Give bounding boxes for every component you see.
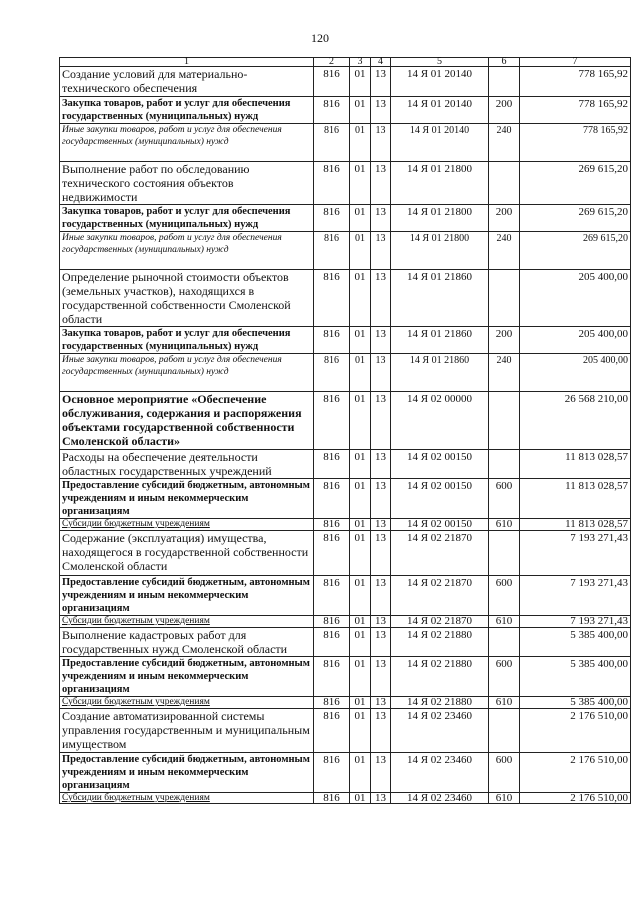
- expense-item-name: Предоставление субсидий бюджетным, автономным учреждениям и иным некоммерческим организациям: [60, 657, 314, 697]
- expense-item-name: Закупка товаров, работ и услуг для обеспечения государственных (муниципальных) нужд: [60, 97, 314, 124]
- amount-value: 778 165,92: [520, 67, 631, 97]
- section-code: 01: [350, 392, 371, 450]
- ministry-code: 816: [314, 519, 350, 531]
- expense-item-name: Закупка товаров, работ и услуг для обеспечения государственных (муниципальных) нужд: [60, 205, 314, 232]
- expense-item-name: Создание автоматизированной системы управления государственным и муниципальным имуществом: [60, 709, 314, 753]
- amount-value: 205 400,00: [520, 270, 631, 327]
- expense-item-name: Создание условий для материально-технического обеспечения: [60, 67, 314, 97]
- subsection-code: 13: [371, 97, 391, 124]
- header-col-5: 5: [391, 58, 489, 67]
- expense-type-code: 600: [489, 657, 520, 697]
- header-col-1: 1: [60, 58, 314, 67]
- subsection-code: 13: [371, 576, 391, 616]
- table-row: [60, 709, 631, 753]
- expense-type-code: [489, 709, 520, 753]
- table-row: [60, 450, 631, 479]
- expense-item-name: Субсидии бюджетным учреждениям: [60, 519, 314, 531]
- expense-item-name: Закупка товаров, работ и услуг для обеспечения государственных (муниципальных) нужд: [60, 327, 314, 354]
- expense-type-code: 610: [489, 793, 520, 804]
- section-code: 01: [350, 124, 371, 162]
- target-article-code: 14 Я 01 21860: [391, 354, 489, 392]
- expense-type-code: 610: [489, 519, 520, 531]
- subsection-code: 13: [371, 270, 391, 327]
- expense-item-name: Субсидии бюджетным учреждениям: [60, 616, 314, 628]
- ministry-code: 816: [314, 793, 350, 804]
- amount-value: 269 615,20: [520, 232, 631, 270]
- target-article-code: 14 Я 01 20140: [391, 97, 489, 124]
- section-code: 01: [350, 628, 371, 657]
- ministry-code: 816: [314, 97, 350, 124]
- target-article-code: 14 Я 02 23460: [391, 793, 489, 804]
- expense-type-code: 600: [489, 753, 520, 793]
- subsection-code: 13: [371, 793, 391, 804]
- ministry-code: 816: [314, 450, 350, 479]
- ministry-code: 816: [314, 628, 350, 657]
- ministry-code: 816: [314, 479, 350, 519]
- table-row: [60, 392, 631, 450]
- section-code: 01: [350, 232, 371, 270]
- header-col-2: 2: [314, 58, 350, 67]
- amount-value: 11 813 028,57: [520, 479, 631, 519]
- section-code: 01: [350, 657, 371, 697]
- expense-type-code: [489, 392, 520, 450]
- section-code: 01: [350, 162, 371, 205]
- section-code: 01: [350, 270, 371, 327]
- expense-type-code: 240: [489, 232, 520, 270]
- amount-value: 26 568 210,00: [520, 392, 631, 450]
- expense-item-name: Выполнение работ по обследованию технического состояния объектов недвижимости: [60, 162, 314, 205]
- ministry-code: 816: [314, 124, 350, 162]
- section-code: 01: [350, 616, 371, 628]
- ministry-code: 816: [314, 576, 350, 616]
- section-code: 01: [350, 576, 371, 616]
- table-header-row: [60, 58, 631, 67]
- subsection-code: 13: [371, 753, 391, 793]
- ministry-code: 816: [314, 531, 350, 576]
- subsection-code: 13: [371, 354, 391, 392]
- amount-value: 11 813 028,57: [520, 519, 631, 531]
- expense-item-name: Определение рыночной стоимости объектов (земельных участков), находящихся в государственной собственности Смоленской области: [60, 270, 314, 327]
- table-row: [60, 753, 631, 793]
- target-article-code: 14 Я 02 21880: [391, 628, 489, 657]
- section-code: 01: [350, 67, 371, 97]
- amount-value: 7 193 271,43: [520, 616, 631, 628]
- subsection-code: 13: [371, 67, 391, 97]
- amount-value: 5 385 400,00: [520, 628, 631, 657]
- target-article-code: 14 Я 02 00150: [391, 450, 489, 479]
- expense-item-name: Иные закупки товаров, работ и услуг для обеспечения государственных (муниципальных) нужд: [60, 124, 314, 162]
- table-row: [60, 531, 631, 576]
- expense-type-code: [489, 162, 520, 205]
- target-article-code: 14 Я 02 23460: [391, 753, 489, 793]
- target-article-code: 14 Я 01 21800: [391, 232, 489, 270]
- target-article-code: 14 Я 02 21870: [391, 531, 489, 576]
- header-col-3: 3: [350, 58, 371, 67]
- table-row: [60, 232, 631, 270]
- section-code: 01: [350, 479, 371, 519]
- subsection-code: 13: [371, 124, 391, 162]
- table-row: [60, 628, 631, 657]
- expense-type-code: 200: [489, 97, 520, 124]
- ministry-code: 816: [314, 270, 350, 327]
- expense-type-code: [489, 628, 520, 657]
- page-number: 120: [311, 31, 329, 45]
- expense-type-code: 600: [489, 576, 520, 616]
- budget-table: [59, 57, 631, 804]
- subsection-code: 13: [371, 616, 391, 628]
- table-row: [60, 67, 631, 97]
- expense-type-code: 200: [489, 205, 520, 232]
- ministry-code: 816: [314, 205, 350, 232]
- expense-type-code: 240: [489, 354, 520, 392]
- table-row: [60, 697, 631, 709]
- expense-item-name: Субсидии бюджетным учреждениям: [60, 697, 314, 709]
- ministry-code: 816: [314, 232, 350, 270]
- amount-value: 5 385 400,00: [520, 697, 631, 709]
- section-code: 01: [350, 327, 371, 354]
- subsection-code: 13: [371, 392, 391, 450]
- ministry-code: 816: [314, 354, 350, 392]
- amount-value: 2 176 510,00: [520, 753, 631, 793]
- amount-value: 7 193 271,43: [520, 531, 631, 576]
- section-code: 01: [350, 531, 371, 576]
- subsection-code: 13: [371, 232, 391, 270]
- ministry-code: 816: [314, 697, 350, 709]
- table-row: [60, 97, 631, 124]
- expense-item-name: Выполнение кадастровых работ для государственных нужд Смоленской области: [60, 628, 314, 657]
- table-row: [60, 519, 631, 531]
- ministry-code: 816: [314, 392, 350, 450]
- target-article-code: 14 Я 01 21800: [391, 162, 489, 205]
- expense-item-name: Предоставление субсидий бюджетным, автономным учреждениям и иным некоммерческим организациям: [60, 576, 314, 616]
- amount-value: 778 165,92: [520, 97, 631, 124]
- expense-item-name: Иные закупки товаров, работ и услуг для обеспечения государственных (муниципальных) нужд: [60, 354, 314, 392]
- amount-value: 205 400,00: [520, 354, 631, 392]
- amount-value: 2 176 510,00: [520, 709, 631, 753]
- section-code: 01: [350, 793, 371, 804]
- expense-type-code: 240: [489, 124, 520, 162]
- expense-item-name: Содержание (эксплуатация) имущества, находящегося в государственной собственности Смоленской области: [60, 531, 314, 576]
- table-row: [60, 354, 631, 392]
- target-article-code: 14 Я 02 23460: [391, 709, 489, 753]
- expense-type-code: 610: [489, 697, 520, 709]
- table-row: [60, 479, 631, 519]
- table-row: [60, 576, 631, 616]
- ministry-code: 816: [314, 753, 350, 793]
- subsection-code: 13: [371, 479, 391, 519]
- expense-item-name: Субсидии бюджетным учреждениям: [60, 793, 314, 804]
- header-col-4: 4: [371, 58, 391, 67]
- header-col-6: 6: [489, 58, 520, 67]
- expense-item-name: Основное мероприятие «Обеспечение обслуживания, содержания и распоряжения объектами государственной собственности Смоленской области»: [60, 392, 314, 450]
- target-article-code: 14 Я 02 21880: [391, 657, 489, 697]
- table-row: [60, 616, 631, 628]
- table-row: [60, 124, 631, 162]
- expense-type-code: [489, 450, 520, 479]
- amount-value: 205 400,00: [520, 327, 631, 354]
- amount-value: 2 176 510,00: [520, 793, 631, 804]
- section-code: 01: [350, 354, 371, 392]
- ministry-code: 816: [314, 327, 350, 354]
- section-code: 01: [350, 709, 371, 753]
- ministry-code: 816: [314, 67, 350, 97]
- section-code: 01: [350, 450, 371, 479]
- target-article-code: 14 Я 02 21870: [391, 576, 489, 616]
- subsection-code: 13: [371, 327, 391, 354]
- table-row: [60, 793, 631, 804]
- target-article-code: 14 Я 01 20140: [391, 124, 489, 162]
- subsection-code: 13: [371, 697, 391, 709]
- target-article-code: 14 Я 01 21800: [391, 205, 489, 232]
- ministry-code: 816: [314, 616, 350, 628]
- table-row: [60, 657, 631, 697]
- amount-value: 269 615,20: [520, 205, 631, 232]
- subsection-code: 13: [371, 709, 391, 753]
- target-article-code: 14 Я 02 21870: [391, 616, 489, 628]
- amount-value: 5 385 400,00: [520, 657, 631, 697]
- target-article-code: 14 Я 01 21860: [391, 270, 489, 327]
- table-row: [60, 162, 631, 205]
- table-row: [60, 327, 631, 354]
- expense-type-code: [489, 531, 520, 576]
- target-article-code: 14 Я 02 21880: [391, 697, 489, 709]
- section-code: 01: [350, 753, 371, 793]
- section-code: 01: [350, 205, 371, 232]
- target-article-code: 14 Я 01 20140: [391, 67, 489, 97]
- target-article-code: 14 Я 02 00000: [391, 392, 489, 450]
- expense-item-name: Расходы на обеспечение деятельности областных государственных учреждений: [60, 450, 314, 479]
- amount-value: 7 193 271,43: [520, 576, 631, 616]
- ministry-code: 816: [314, 162, 350, 205]
- subsection-code: 13: [371, 657, 391, 697]
- amount-value: 269 615,20: [520, 162, 631, 205]
- expense-type-code: [489, 67, 520, 97]
- expense-item-name: Предоставление субсидий бюджетным, автономным учреждениям и иным некоммерческим организациям: [60, 753, 314, 793]
- subsection-code: 13: [371, 205, 391, 232]
- expense-type-code: 600: [489, 479, 520, 519]
- expense-item-name: Иные закупки товаров, работ и услуг для обеспечения государственных (муниципальных) нужд: [60, 232, 314, 270]
- subsection-code: 13: [371, 519, 391, 531]
- expense-type-code: [489, 270, 520, 327]
- subsection-code: 13: [371, 450, 391, 479]
- target-article-code: 14 Я 01 21860: [391, 327, 489, 354]
- table-row: [60, 270, 631, 327]
- subsection-code: 13: [371, 628, 391, 657]
- amount-value: 11 813 028,57: [520, 450, 631, 479]
- subsection-code: 13: [371, 531, 391, 576]
- ministry-code: 816: [314, 709, 350, 753]
- target-article-code: 14 Я 02 00150: [391, 519, 489, 531]
- amount-value: 778 165,92: [520, 124, 631, 162]
- table-row: [60, 205, 631, 232]
- header-col-7: 7: [520, 58, 631, 67]
- expense-type-code: 200: [489, 327, 520, 354]
- ministry-code: 816: [314, 657, 350, 697]
- target-article-code: 14 Я 02 00150: [391, 479, 489, 519]
- section-code: 01: [350, 519, 371, 531]
- section-code: 01: [350, 97, 371, 124]
- section-code: 01: [350, 697, 371, 709]
- expense-item-name: Предоставление субсидий бюджетным, автономным учреждениям и иным некоммерческим организациям: [60, 479, 314, 519]
- expense-type-code: 610: [489, 616, 520, 628]
- subsection-code: 13: [371, 162, 391, 205]
